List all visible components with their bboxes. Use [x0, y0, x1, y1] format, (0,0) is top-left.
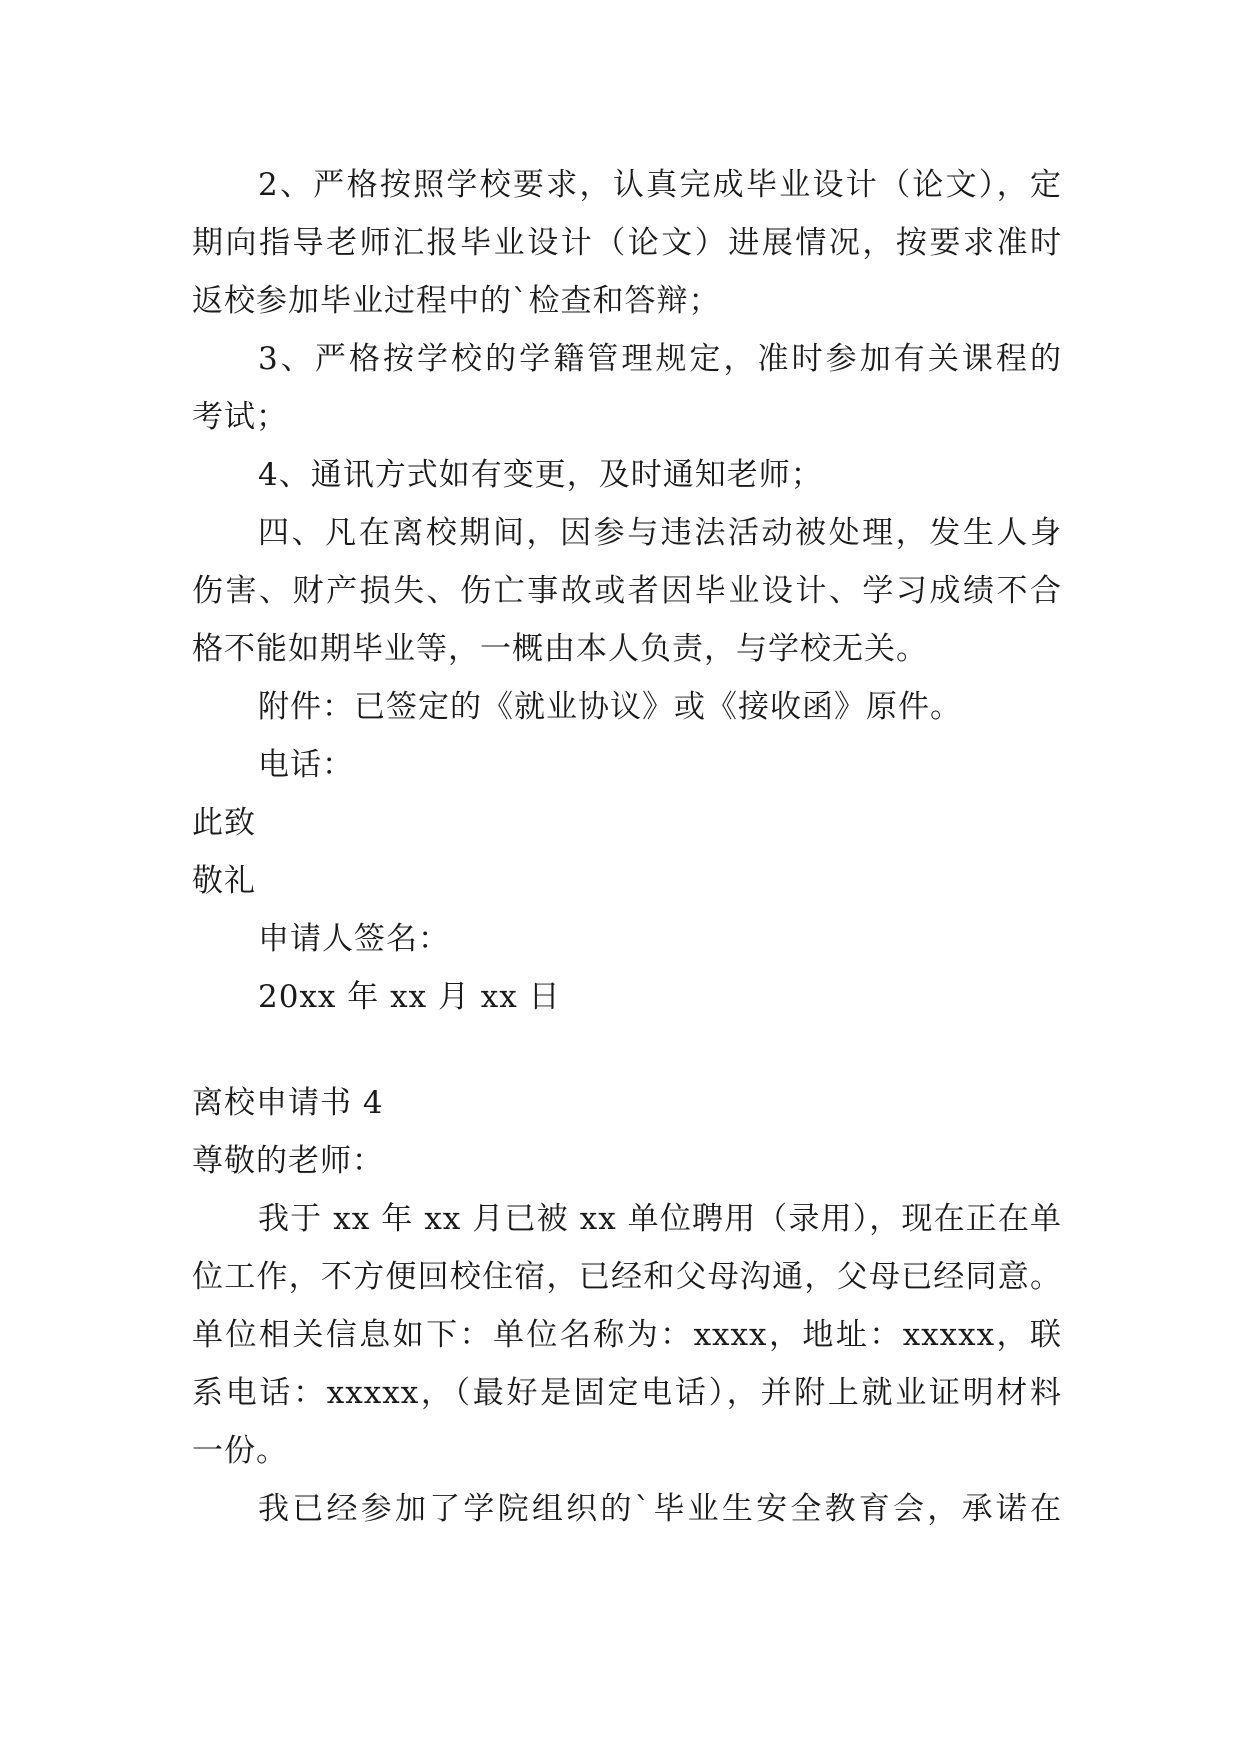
section-title: 离校申请书 4: [192, 1085, 384, 1121]
body-paragraph-1-line-3: 单位相关信息如下：单位名称为：xxxx，地址：xxxxx，联: [192, 1317, 1062, 1353]
phone-line: 电话：: [258, 747, 354, 783]
paragraph-item-2-line-2: 期向指导老师汇报毕业设计（论文）进展情况，按要求准时: [192, 225, 1062, 261]
paragraph-item-four-line-1: 四、凡在离校期间，因参与违法活动被处理，发生人身: [258, 515, 1062, 551]
paragraph-item-2-line-1: 2、严格按照学校要求，认真完成毕业设计（论文），定: [258, 167, 1062, 203]
section-spacer: [192, 1026, 1062, 1074]
salutation-line: 尊敬的老师：: [192, 1143, 384, 1179]
paragraph-item-3-line-2: 考试；: [192, 399, 288, 435]
paragraph-item-2-line-3: 返校参加毕业过程中的`检查和答辩；: [192, 283, 721, 319]
paragraph-item-4-line-1: 4、通讯方式如有变更，及时通知老师；: [258, 457, 823, 493]
attachment-line: 附件：已签定的《就业协议》或《接收函》原件。: [258, 689, 962, 725]
closing-salutation: 此致: [192, 805, 256, 841]
date-line: 20xx 年 xx 月 xx 日: [258, 979, 561, 1015]
body-paragraph-2-line-1: 我已经参加了学院组织的`毕业生安全教育会，承诺在: [258, 1491, 1062, 1527]
document-body: [192, 156, 1062, 1538]
body-paragraph-1-line-1: 我于 xx 年 xx 月已被 xx 单位聘用（录用），现在正在单: [258, 1201, 1062, 1237]
paragraph-item-3-line-1: 3、严格按学校的学籍管理规定，准时参加有关课程的: [258, 341, 1062, 377]
body-paragraph-1-line-5: 一份。: [192, 1433, 288, 1469]
body-paragraph-1-line-2: 位工作，不方便回校住宿，已经和父母沟通，父母已经同意。: [192, 1259, 1062, 1295]
paragraph-item-four-line-2: 伤害、财产损失、伤亡事故或者因毕业设计、学习成绩不合: [192, 573, 1062, 609]
paragraph-item-four-line-3: 格不能如期毕业等，一概由本人负责，与学校无关。: [192, 631, 928, 667]
applicant-signature-line: 申请人签名：: [258, 921, 450, 957]
closing-regards: 敬礼: [192, 863, 256, 899]
body-paragraph-1-line-4: 系电话：xxxxx，（最好是固定电话），并附上就业证明材料: [192, 1375, 1062, 1411]
